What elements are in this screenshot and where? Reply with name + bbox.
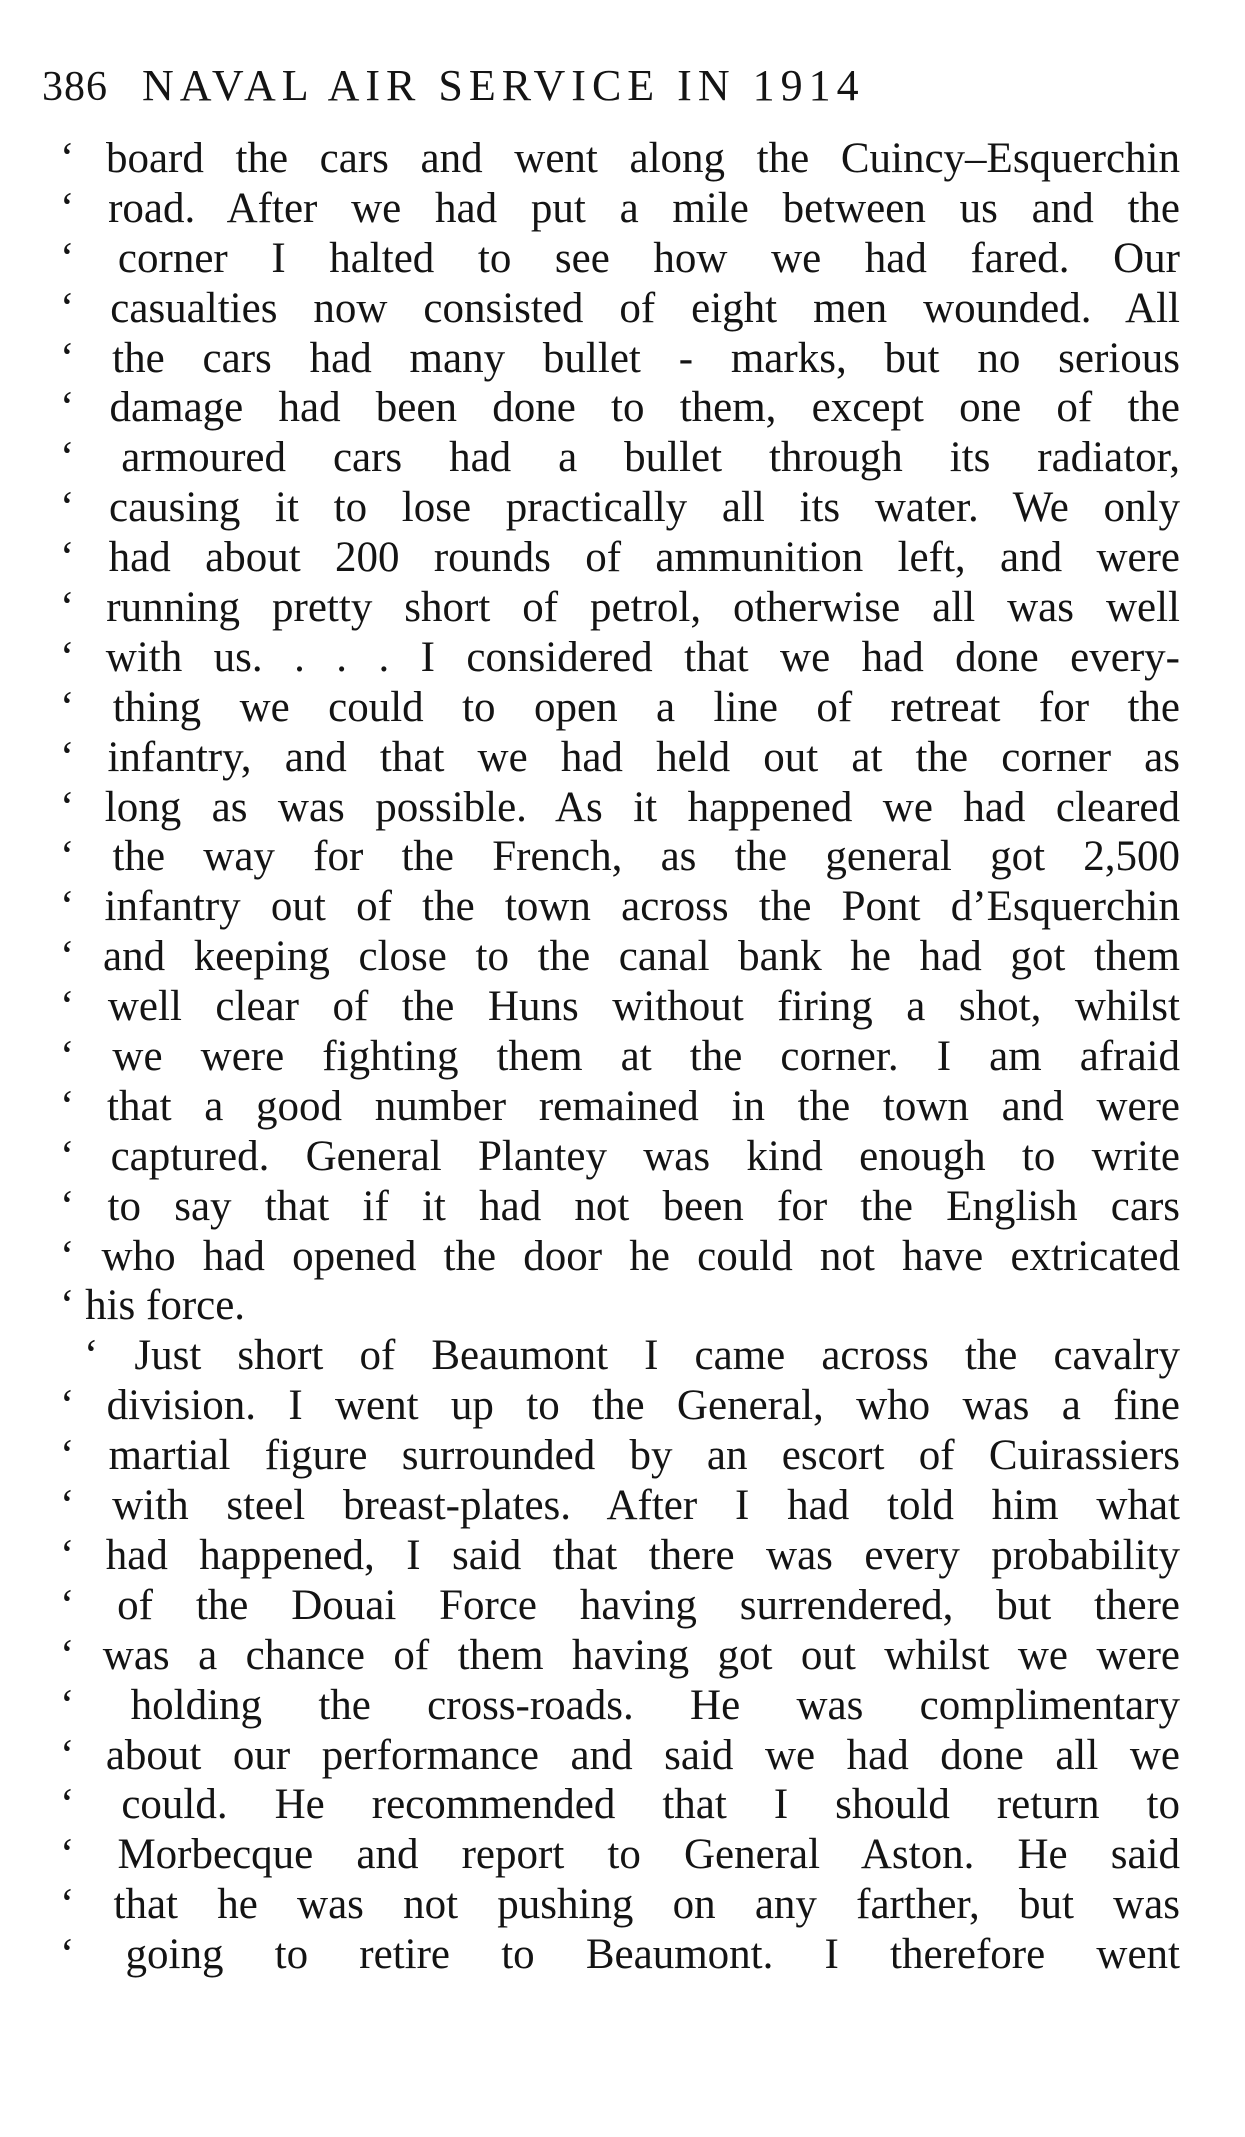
text-line: ‘ thing we could to open a line of retreat for the: [60, 683, 1180, 731]
text-line: ‘ captured. General Plantey was kind enough to write: [60, 1132, 1180, 1180]
running-title: NAVAL AIR SERVICE IN 1914: [142, 61, 865, 110]
text-line: ‘ running pretty short of petrol, otherwise all was well: [60, 584, 1180, 632]
text-line: ‘ Morbecque and report to General Aston. He said: [60, 1831, 1180, 1879]
text-line: ‘ of the Douai Force having surrendered, but there: [60, 1581, 1180, 1629]
text-line: ‘ was a chance of them having got out whilst we were: [60, 1631, 1180, 1679]
text-line: ‘ to say that if it had not been for the English cars: [60, 1182, 1180, 1230]
text-line: ‘ that a good number remained in the town and were: [60, 1082, 1180, 1130]
page-number: 386: [42, 64, 108, 110]
text-line: ‘ corner I halted to see how we had fared. Our: [60, 234, 1180, 282]
text-line: ‘ martial figure surrounded by an escort of Cuirassiers: [60, 1432, 1180, 1480]
paragraph-start-line: ‘ Just short of Beaumont I came across the cavalry: [84, 1332, 1180, 1380]
text-line: ‘ division. I went up to the General, who was a fine: [60, 1382, 1180, 1430]
text-line: ‘ causing it to lose practically all its water. We only: [60, 484, 1180, 532]
text-line: ‘ road. After we had put a mile between us and the: [60, 184, 1180, 232]
running-head: [42, 60, 1182, 126]
text-line: ‘ who had opened the door he could not have extricated: [60, 1232, 1180, 1280]
text-line: ‘ the cars had many bullet - marks, but no serious: [60, 334, 1180, 382]
text-line: ‘ holding the cross-roads. He was complimentary: [60, 1681, 1180, 1729]
paragraph-end-line: ‘ his force.: [60, 1282, 246, 1330]
body-text: [60, 134, 1180, 1980]
text-line: ‘ casualties now consisted of eight men wounded. All: [60, 284, 1180, 332]
text-line: ‘ infantry out of the town across the Pont d’Esquerchin: [60, 883, 1180, 931]
text-line: ‘ damage had been done to them, except one of the: [60, 384, 1180, 432]
text-line: ‘ long as was possible. As it happened we had cleared: [60, 783, 1180, 831]
text-line: ‘ armoured cars had a bullet through its radiator,: [60, 434, 1180, 482]
text-line: ‘ that he was not pushing on any farther, but was: [60, 1881, 1180, 1929]
text-line: ‘ infantry, and that we had held out at the corner as: [60, 733, 1180, 781]
text-line: ‘ about our performance and said we had done all we: [60, 1731, 1180, 1779]
text-line: ‘ well clear of the Huns without firing a shot, whilst: [60, 983, 1180, 1031]
text-line: ‘ with us. . . . I considered that we had done every-: [60, 633, 1180, 681]
text-line: ‘ the way for the French, as the general got 2,500: [60, 833, 1180, 881]
text-line: ‘ could. He recommended that I should return to: [60, 1781, 1180, 1829]
text-line: ‘ and keeping close to the canal bank he had got them: [60, 933, 1180, 981]
text-line: ‘ board the cars and went along the Cuincy–Esquerchin: [60, 135, 1180, 182]
text-line: ‘ going to retire to Beaumont. I therefore went: [60, 1931, 1180, 1979]
text-line: ‘ with steel breast-plates. After I had told him what: [60, 1482, 1180, 1530]
text-line: ‘ had about 200 rounds of ammunition left, and were: [60, 534, 1180, 582]
text-line: ‘ had happened, I said that there was every probability: [60, 1531, 1180, 1579]
text-line: ‘ we were fighting them at the corner. I am afraid: [60, 1033, 1180, 1081]
